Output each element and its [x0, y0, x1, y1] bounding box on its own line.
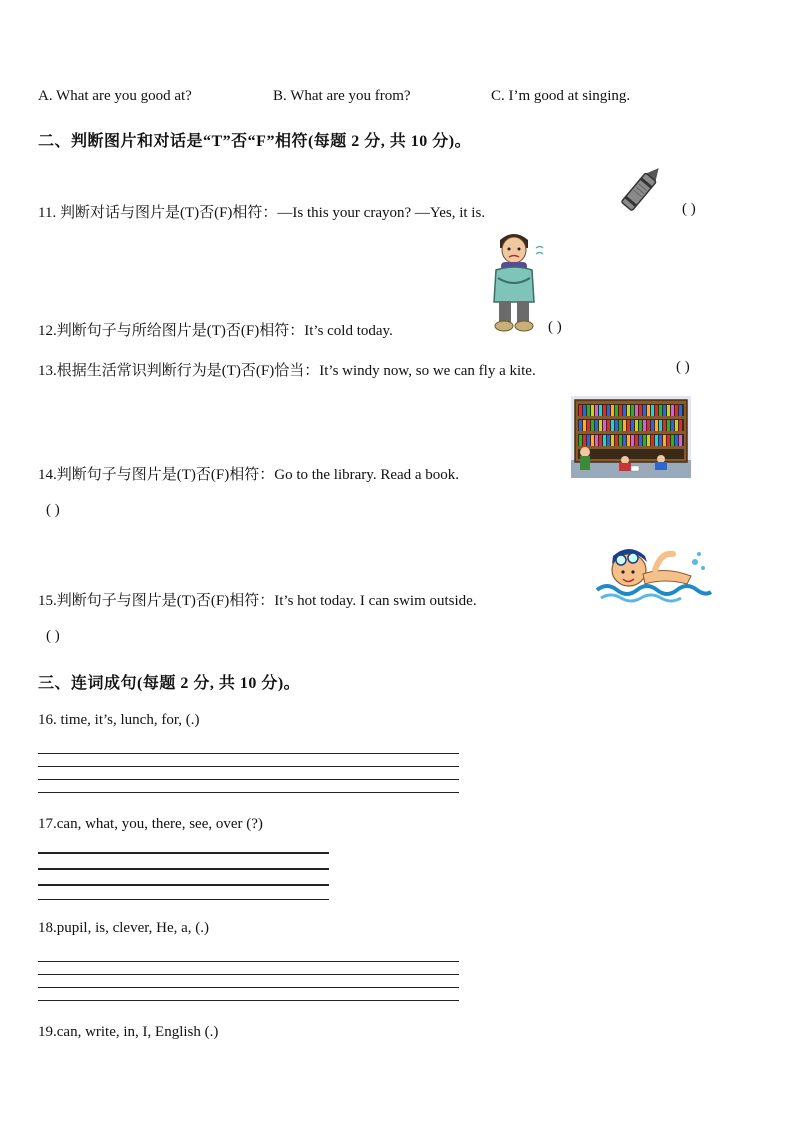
swimmer-icon — [595, 540, 713, 602]
question-12-answer[interactable]: ( ) — [548, 319, 562, 335]
crayon-icon — [614, 160, 670, 216]
question-18-text: 18.pupil, is, clever, He, a, (.) — [38, 920, 210, 936]
option-a: A. What are you good at? — [38, 88, 192, 104]
question-13-text: 13.根据生活常识判断行为是(T)否(F)恰当：It’s windy now, so we can fly a kite. — [38, 363, 536, 379]
question-16-text: 16. time, it’s, lunch, for, (.) — [38, 712, 200, 728]
question-13-answer[interactable]: ( ) — [676, 359, 690, 375]
question-17-text: 17.can, what, you, there, see, over (?) — [38, 816, 263, 832]
question-11-text: 11. 判断对话与图片是(T)否(F)相符：—Is this your crayon? —Yes, it is. — [38, 205, 486, 221]
section3-heading: 三、连词成句(每题 2 分, 共 10 分)。 — [38, 675, 301, 692]
question-15-text: 15.判断句子与图片是(T)否(F)相符：It’s hot today. I can swim outside. — [38, 593, 477, 609]
library-icon — [571, 396, 691, 478]
section2-heading: 二、判断图片和对话是“T”否“F”相符(每题 2 分, 共 10 分)。 — [38, 133, 472, 150]
question-15-answer[interactable]: ( ) — [46, 628, 60, 644]
option-b: B. What are you from? — [273, 88, 411, 104]
question-14-answer[interactable]: ( ) — [46, 502, 60, 518]
question-12-text: 12.判断句子与所给图片是(T)否(F)相符：It’s cold today. — [38, 323, 393, 339]
option-c: C. I’m good at singing. — [491, 88, 631, 104]
cold-boy-icon — [484, 226, 544, 334]
question-14-text: 14.判断句子与图片是(T)否(F)相符：Go to the library. Read a book. — [38, 467, 460, 483]
question-11-answer[interactable]: ( ) — [682, 201, 696, 217]
question-19-text: 19.can, write, in, I, English (.) — [38, 1024, 219, 1040]
